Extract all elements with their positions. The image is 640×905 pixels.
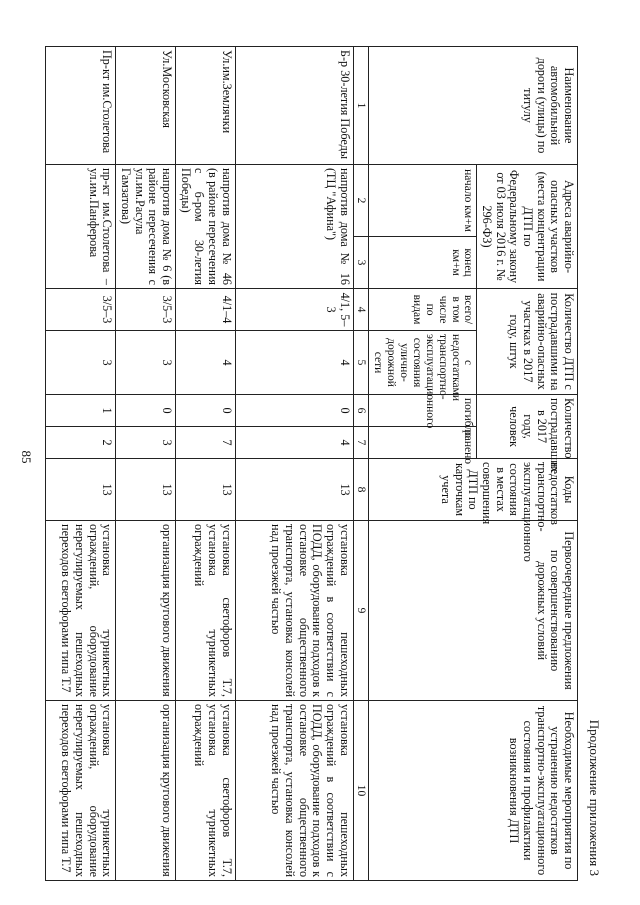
header-codes: Коды недостатков транспортно-эксплуатационного состояния в местах совершения ДТП по карточкам учета <box>369 459 578 521</box>
header-injured: ранено <box>369 427 477 459</box>
acc-defects-cell: 3 <box>46 331 116 395</box>
header-killed: погибло <box>369 395 477 427</box>
priority-cell: организация кругового движения <box>116 521 176 701</box>
road-name-cell: Ул.Московская <box>116 47 176 165</box>
injured-cell: 7 <box>175 427 235 459</box>
address-cell: напротив дома № 16 (ТЦ "Афина") <box>235 165 353 289</box>
column-number: 8 <box>353 459 369 521</box>
acc-total-cell: 3/5–3 <box>46 289 116 331</box>
injured-cell: 2 <box>46 427 116 459</box>
measures-cell: установка пешеходных ограждений в соответствии с ПОДД, оборудование подходов к остановке общественного транспорта, установка консолей над проезжей частью <box>235 701 353 881</box>
header-end: конец км+м <box>369 237 477 289</box>
header-road-name: Наименование автомобильной дороги (улицы) по титулу <box>369 47 578 165</box>
table-row <box>235 47 353 881</box>
measures-cell: установка турникетных ограждений, оборудование нерегулируемых пешеходных переходов светофорами типа Т.7 <box>46 701 116 881</box>
codes-cell: 13 <box>175 459 235 521</box>
rotated-page <box>40 38 610 888</box>
accident-sites-table <box>45 46 578 881</box>
measures-cell: организация кругового движения <box>116 701 176 881</box>
road-name-cell: Пр-кт им.Столетова <box>46 47 116 165</box>
acc-defects-cell: 4 <box>175 331 235 395</box>
header-measures: Необходимые мероприятия по устранению недостатков транспортно-эксплуатационного состояния и профилактики возникновения ДТП <box>369 701 578 881</box>
header-acc-defects: с недостатками транспортно-эксплуатационного состояния улично-дорожной сети <box>369 331 477 395</box>
acc-defects-cell: 3 <box>116 331 176 395</box>
address-cell: напротив дома № 46 (в районе пересечения с б-ром 30-летия Победы) <box>175 165 235 289</box>
address-cell: напротив дома № 6 (в районе пересечения с ул.им.Расула Гамзатова) <box>116 165 176 289</box>
codes-cell: 13 <box>235 459 353 521</box>
header-address: Адреса аварийно-опасных участков (места концентрации ДТП по Федеральному закону от 03 июля 2016 г. № 296-ФЗ) <box>477 165 578 289</box>
header-acc-total: всего/ в том числе по видам <box>369 289 477 331</box>
column-number: 7 <box>353 427 369 459</box>
appendix-title: Продолжение приложения 3 <box>587 719 602 876</box>
header-priority: Первоочередные предложения по совершенствованию дорожных условий <box>369 521 578 701</box>
road-name-cell: Ул.им.Землячки <box>175 47 235 165</box>
header-start: начало км+м <box>369 165 477 237</box>
priority-cell: установка турникетных ограждений, оборудование нерегулируемых пешеходных переходов светофорами типа Т.7 <box>46 521 116 701</box>
column-number: 9 <box>353 521 369 701</box>
table-row <box>116 47 176 881</box>
acc-total-cell: 4/1, 5–3 <box>235 289 353 331</box>
table-row <box>175 47 235 881</box>
column-number: 1 <box>353 47 369 165</box>
address-cell: пр-кт им.Столетова – ул.им.Панферова <box>46 165 116 289</box>
column-number: 4 <box>353 289 369 331</box>
road-name-cell: Б-р 30-летия Победы <box>235 47 353 165</box>
acc-defects-cell: 4 <box>235 331 353 395</box>
injured-cell: 3 <box>116 427 176 459</box>
codes-cell: 13 <box>116 459 176 521</box>
codes-cell: 13 <box>46 459 116 521</box>
acc-total-cell: 4/1–4 <box>175 289 235 331</box>
page-number: 85 <box>19 450 34 464</box>
killed-cell: 0 <box>175 395 235 427</box>
injured-cell: 4 <box>235 427 353 459</box>
header-victims: Количество пострадавших в 2017 году, человек <box>477 395 578 459</box>
column-number: 5 <box>353 331 369 395</box>
column-numbers-row <box>353 47 369 881</box>
column-number: 6 <box>353 395 369 427</box>
measures-cell: установка светофоров Т.7, установка турникетных ограждений <box>175 701 235 881</box>
killed-cell: 0 <box>116 395 176 427</box>
killed-cell: 0 <box>235 395 353 427</box>
priority-cell: установка пешеходных ограждений в соответствии с ПОДД, оборудование подходов к остановке общественного транспорта, установка консолей над проезжей частью <box>235 521 353 701</box>
column-number: 2 <box>353 165 369 237</box>
column-number: 3 <box>353 237 369 289</box>
acc-total-cell: 3/5–3 <box>116 289 176 331</box>
column-number: 10 <box>353 701 369 881</box>
header-row-1 <box>477 47 578 881</box>
header-accidents: Количество ДТП с пострадавшими на аварийно-опасных участках в 2017 году, штук <box>477 289 578 395</box>
priority-cell: установка светофоров Т.7, установка турникетных ограждений <box>175 521 235 701</box>
table-row <box>46 47 116 881</box>
killed-cell: 1 <box>46 395 116 427</box>
